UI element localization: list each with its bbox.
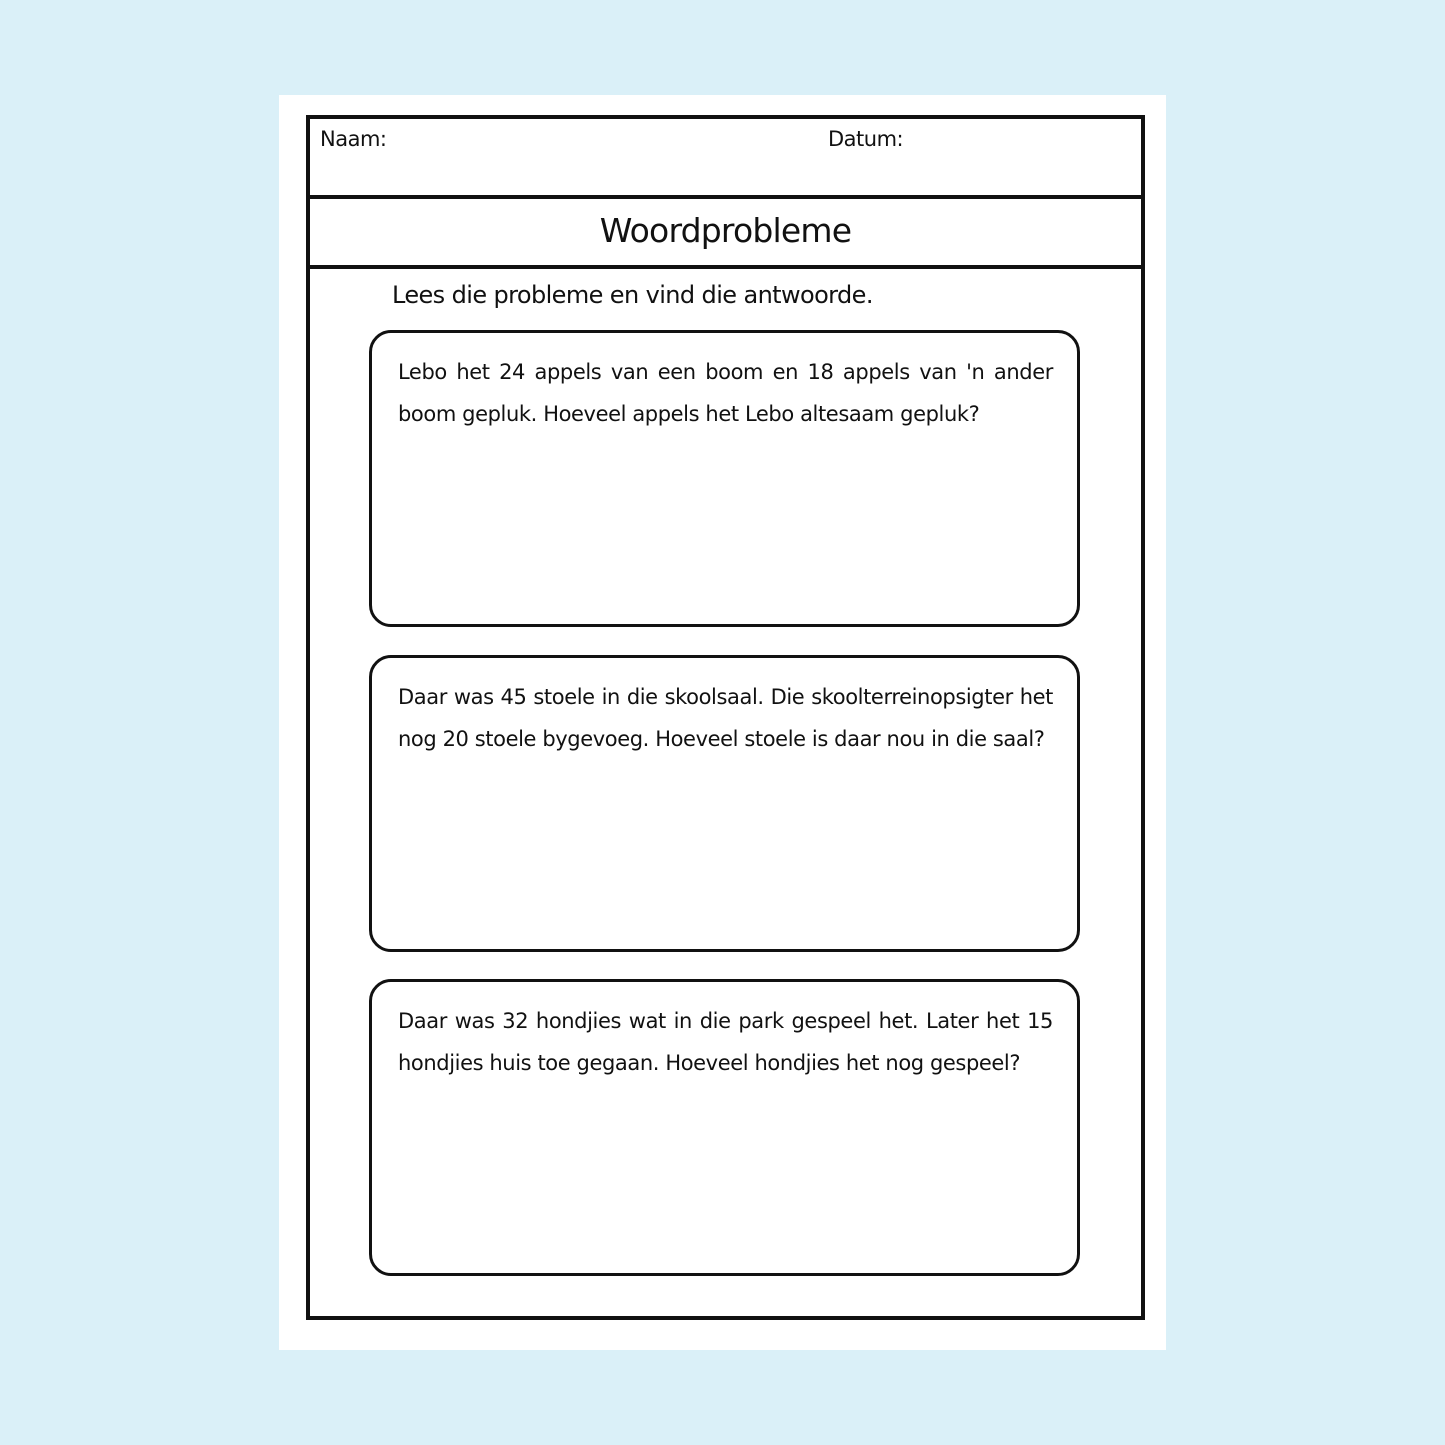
problem-box-3 xyxy=(369,979,1080,1276)
problem-box-1 xyxy=(369,330,1080,627)
problem-text-1: Lebo het 24 appels van een boom en 18 appels van 'n ander boom gepluk. Hoeveel appels het Lebo altesaam gepluk? xyxy=(398,360,1053,426)
problem-text-3: Daar was 32 hondjies wat in die park gespeel het. Later het 15 hondjies huis toe gegaan. Hoeveel hondjies het nog gespeel? xyxy=(398,1009,1053,1075)
date-label: Datum: xyxy=(828,127,904,151)
header-row xyxy=(310,119,1141,199)
instruction-text: Lees die probleme en vind die antwoorde. xyxy=(392,281,873,309)
problem-text-2: Daar was 45 stoele in die skoolsaal. Die skoolterreinopsigter het nog 20 stoele bygevoeg. Hoeveel stoele is daar nou in die saal? xyxy=(398,685,1053,751)
problem-box-2 xyxy=(369,655,1080,952)
name-label: Naam: xyxy=(320,127,387,151)
title-row xyxy=(310,199,1141,269)
page-title: Woordprobleme xyxy=(599,210,852,250)
worksheet-frame xyxy=(306,115,1145,1320)
